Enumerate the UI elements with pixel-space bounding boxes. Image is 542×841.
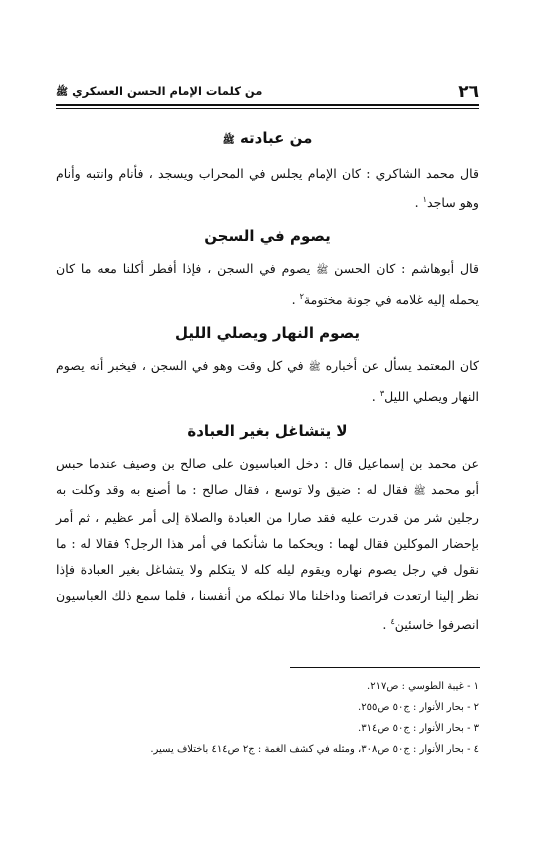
footnote: ٢ - بحار الأنوار : ج٥٠ ص٢٥٥. <box>358 702 479 713</box>
paragraph-text: قال أبوهاشم : كان الحسن <box>334 261 479 277</box>
honorific-icon: ﷺ <box>308 362 321 374</box>
honorific-icon: ﷺ <box>222 135 235 146</box>
footnote-divider <box>290 667 480 668</box>
honorific-icon: ﷺ <box>316 265 329 277</box>
paragraph-end: . <box>371 389 380 405</box>
section-heading-text: من عبادته <box>239 129 313 147</box>
page-body <box>56 118 479 642</box>
footnote-ref: ٣ <box>379 389 385 399</box>
paragraph-end: . <box>414 195 423 211</box>
footnote: ١ - غيبة الطوسي : ص٢١٧. <box>367 681 479 692</box>
paragraph-end: . <box>382 616 391 632</box>
running-title <box>56 84 262 100</box>
section-heading <box>56 421 479 441</box>
footnote-ref: ٢ <box>299 292 304 302</box>
paragraph-text: عن محمد بن إسماعيل قال : دخل العباسيون على صالح بن وصيف عندما حبس أبو محمد <box>56 455 479 497</box>
section-heading <box>56 128 479 151</box>
header-rule-thin <box>56 108 479 109</box>
paragraph <box>56 353 479 410</box>
section-heading-text: يصوم النهار ويصلي الليل <box>175 324 360 343</box>
section-heading <box>56 323 479 343</box>
paragraph-text: فقال له : ضيق ولا توسع ، فقال صالح : ما أصنع به وقد وكلت به رجلين شر من قدرت عليه فقد صارا من العبادة والصلاة إلى أمر عظيم ، ثم أمر بإحضار الموكلين فقال لهما : ويحكما ما شأنكما في أمر هذا الرجل؟ فقالا له : ما نقول في رجل يصوم نهاره ويقوم ليله كله لا يتكلم ولا يتشاغل بغير العبادة فإذا نظر إلينا ارتعدت فرائصنا وداخلنا مالا نملكه من أنفسنا ، فلما سمع ذلك العباسيون انصرفوا خاسئين <box>56 481 479 632</box>
paragraph-text: يصوم في السجن ، فإذا أفطر أكلنا معه ما كان يحمله إليه غلامه في جونة مختومة <box>56 261 479 308</box>
honorific-icon: ﷺ <box>413 485 426 497</box>
paragraph-text: كان المعتمد يسأل عن أخباره <box>325 358 479 374</box>
section-heading-text: لا يتشاغل بغير العبادة <box>187 421 348 440</box>
paragraph <box>56 451 479 638</box>
footnote-ref: ١ <box>422 195 427 204</box>
page-number: ٢٦ <box>458 82 479 102</box>
paragraph-end: . <box>291 292 300 308</box>
footnote: ٤ - بحار الأنوار : ج٥٠ ص٣٠٨، ومثله في كشف الغمة : ج٢ ص٤١٤ باختلاف يسير. <box>150 744 479 755</box>
paragraph <box>56 161 479 216</box>
honorific-icon: ﷺ <box>56 87 69 98</box>
footnotes <box>56 676 479 760</box>
paragraph-text: في كل وقت وهو في السجن ، فيخبر أنه يصوم النهار ويصلي الليل <box>56 358 479 405</box>
section-heading-text: يصوم في السجن <box>204 227 331 246</box>
page-header <box>56 80 479 104</box>
paragraph <box>56 256 479 313</box>
running-title-text: من كلمات الإمام الحسن العسكري <box>72 84 263 98</box>
footnote-ref: ٤ <box>390 616 395 626</box>
paragraph-text: قال محمد الشاكري : كان الإمام يجلس في المحراب ويسجد ، فأنام وانتبه وأنام وهو ساجد <box>56 166 479 211</box>
header-rule-thick <box>56 104 479 106</box>
footnote: ٣ - بحار الأنوار : ج٥٠ ص٣١٤. <box>358 723 479 734</box>
section-heading <box>56 226 479 246</box>
